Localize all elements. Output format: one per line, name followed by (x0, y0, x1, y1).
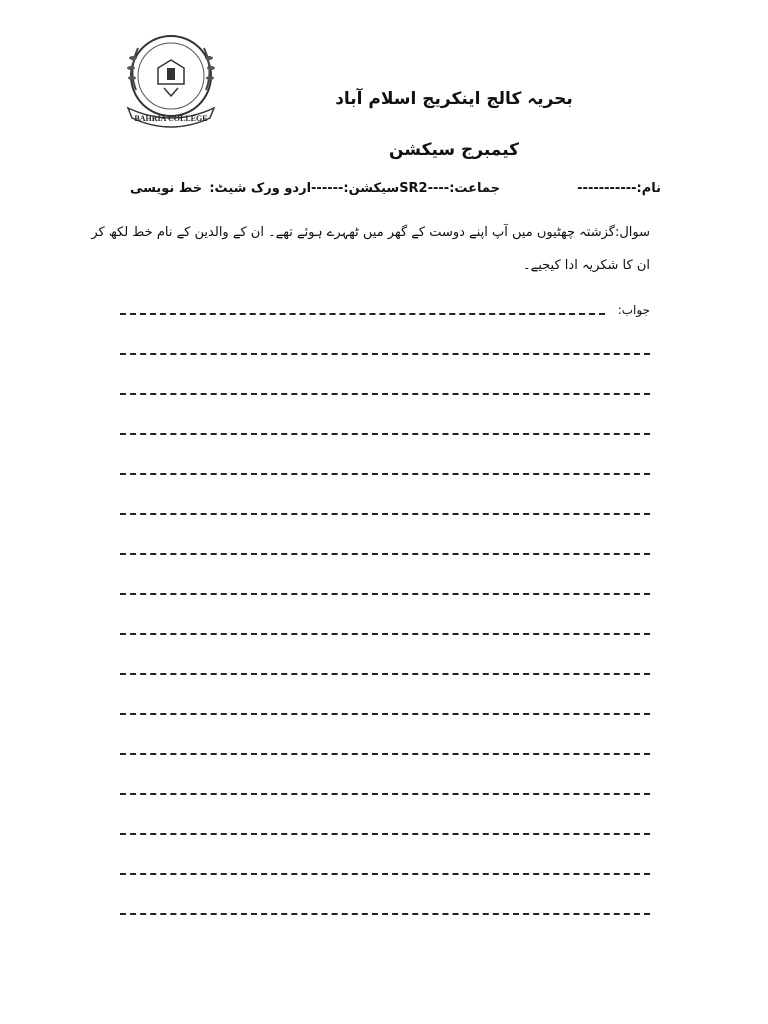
name-field-label: نام:----------- (577, 181, 661, 196)
answer-line (120, 513, 650, 515)
answer-line (120, 873, 650, 875)
topic-label: خط نویسی (130, 181, 203, 196)
answer-line (120, 833, 650, 835)
answer-line (120, 393, 650, 395)
section-title: کیمبرج سیکشن (388, 140, 520, 160)
logo-text: BAHRIA COLLEGE (134, 114, 208, 123)
answer-line (120, 633, 650, 635)
question-line-2: ان کا شکریہ ادا کیجیے۔ (523, 258, 650, 273)
answer-line (120, 353, 650, 355)
bahria-college-logo (118, 30, 224, 136)
answer-line (120, 793, 650, 795)
question-line-1: سوال:گزشتہ چھٹیوں میں آپ اپنے دوست کے گھر میں ٹھہرے ہوئے تھے۔ ان کے والدین کے نام خط لکھ کر (91, 225, 650, 240)
answer-line (120, 313, 605, 315)
answer-line (120, 593, 650, 595)
college-title: بحریہ کالج اینکریج اسلام آباد (335, 89, 573, 109)
answer-line (120, 553, 650, 555)
answer-line (120, 473, 650, 475)
answer-line (120, 913, 650, 915)
answer-line (120, 753, 650, 755)
answer-label: جواب: (617, 303, 650, 317)
answer-line (120, 433, 650, 435)
answer-line (120, 713, 650, 715)
class-section-label: جماعت:----SR2سیکشن:------اردو ورک شیٹ: (209, 181, 500, 196)
answer-line (120, 673, 650, 675)
